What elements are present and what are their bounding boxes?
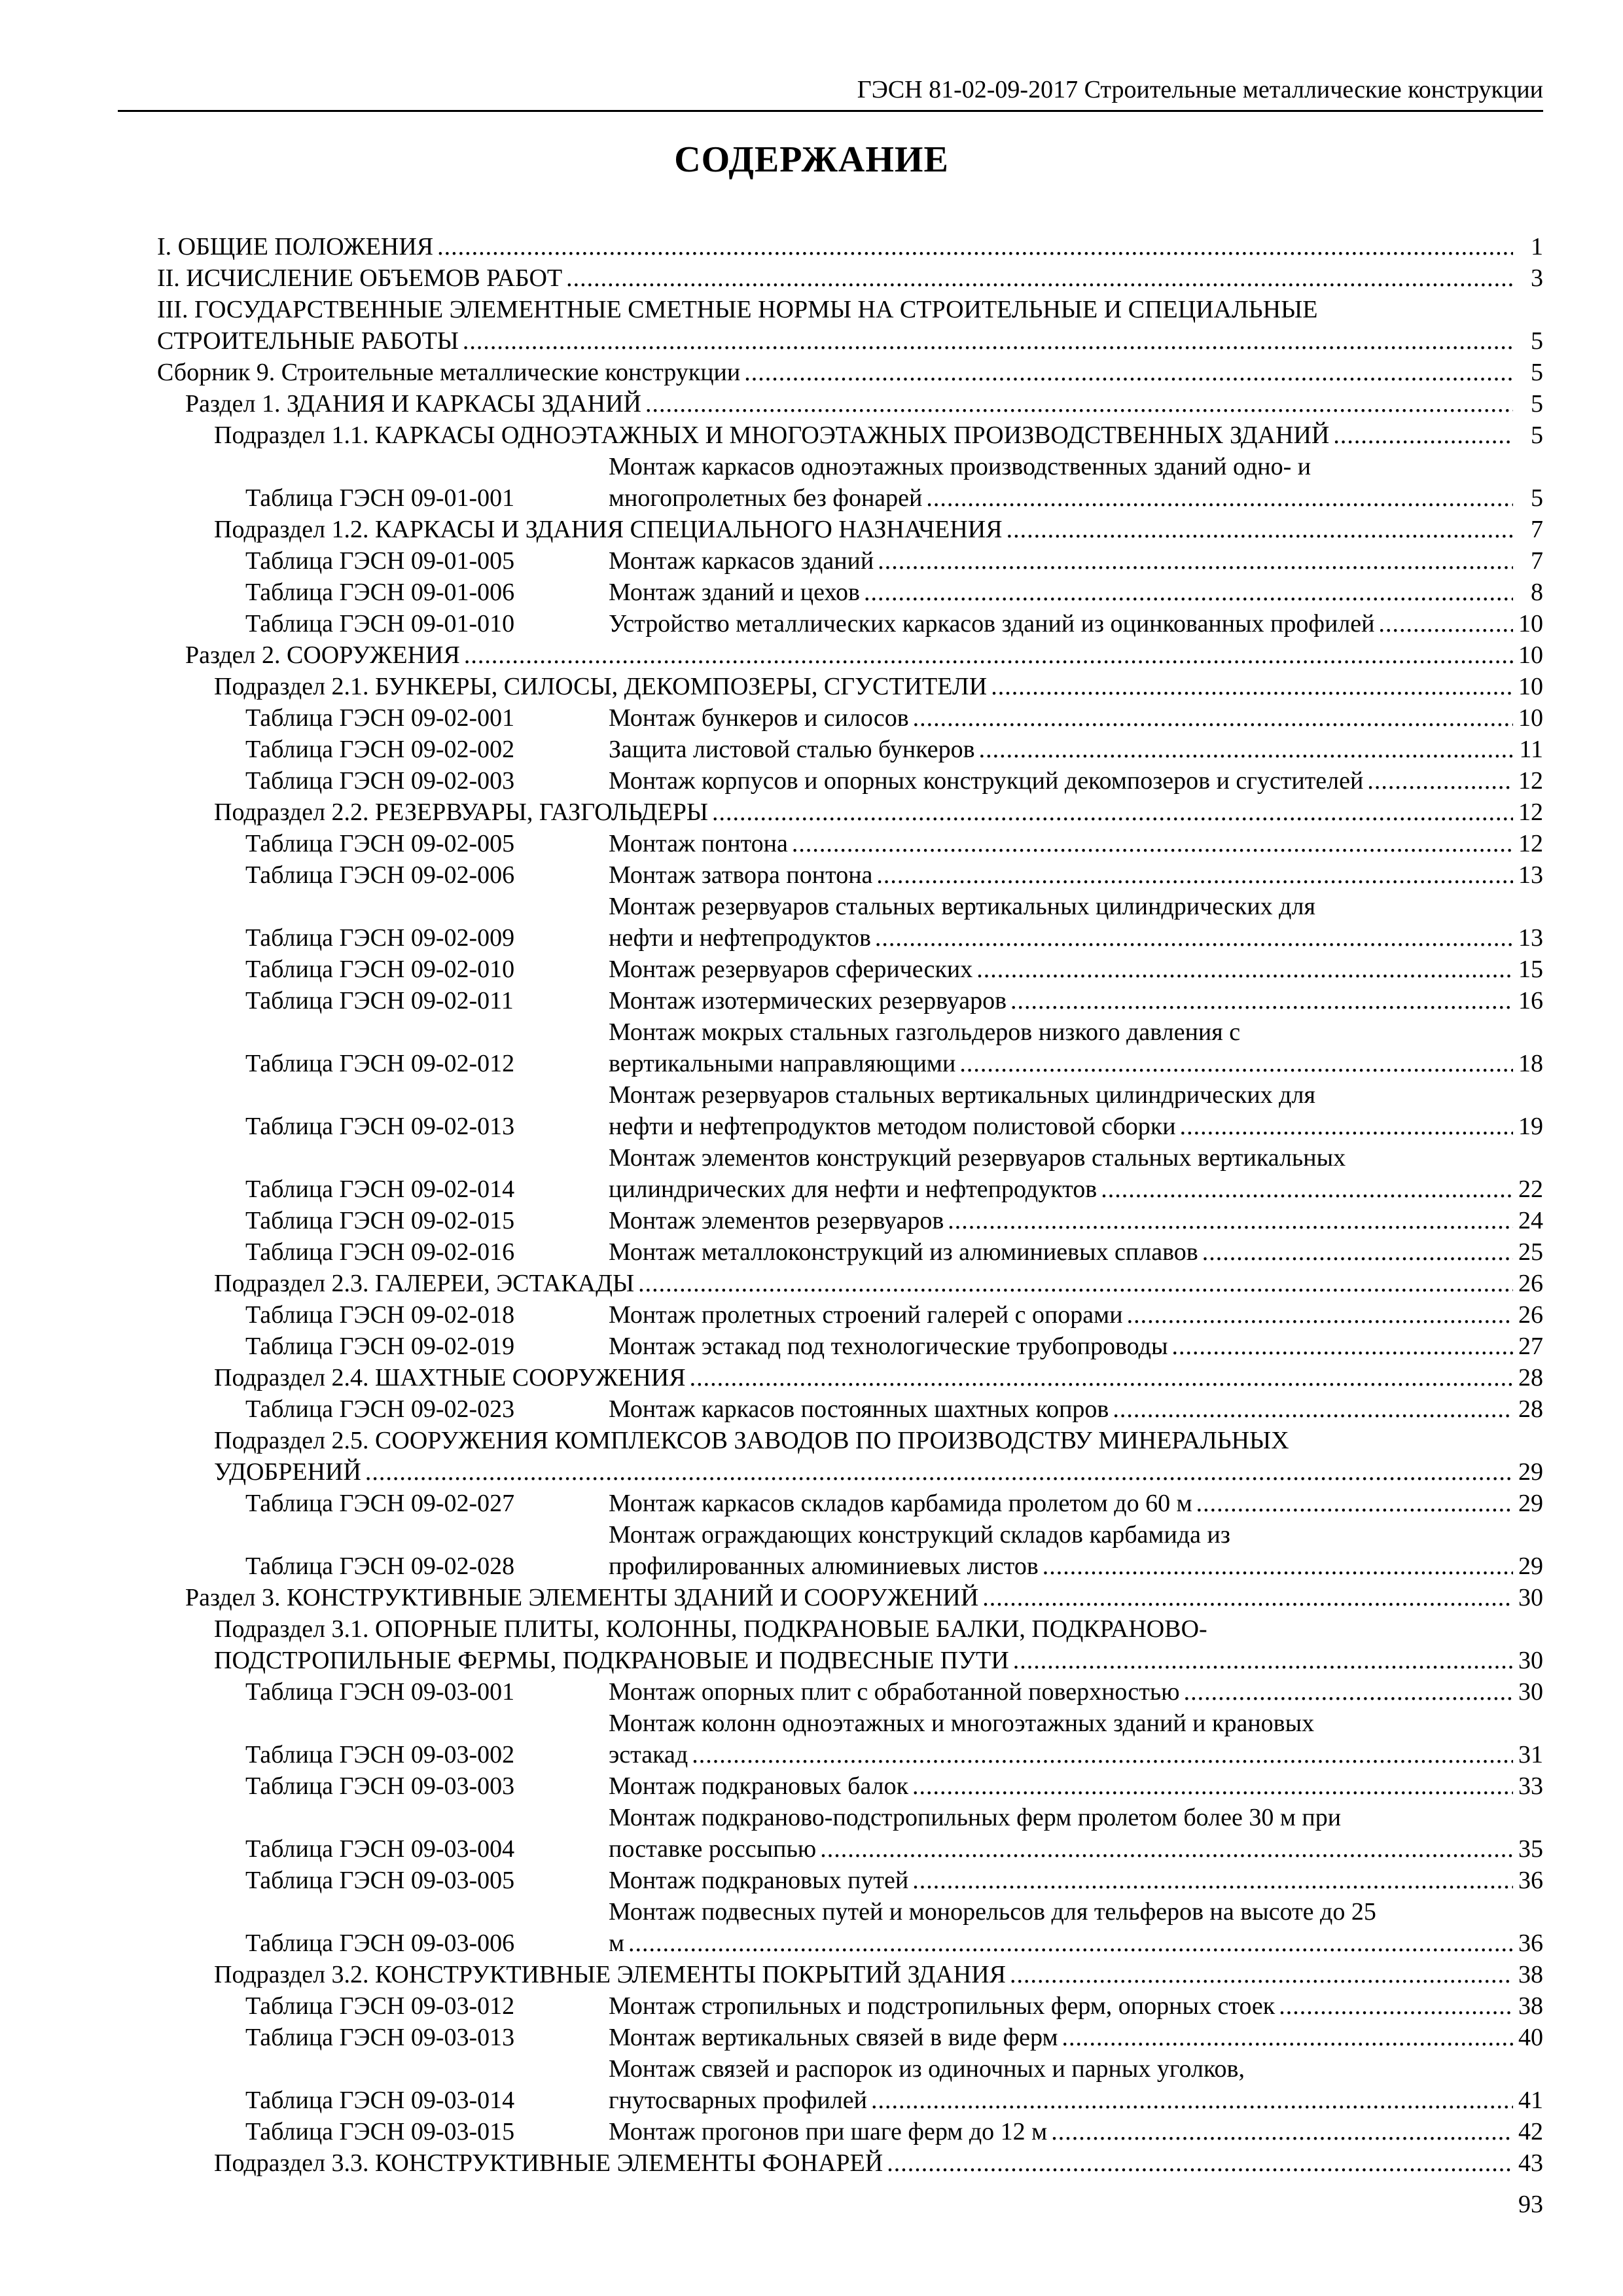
toc-entry-code: Таблица ГЭСН 09-02-003 [245,767,515,795]
toc-leader-dots [887,2147,1513,2179]
toc-entry-title: Монтаж резервуаров сферических [609,956,973,983]
page-title: СОДЕРЖАНИЕ [674,139,949,180]
toc-entry-title: Монтаж каркасов одноэтажных производственных зданий одно- и [609,453,1311,480]
toc-entry-page: 5 [1531,484,1543,512]
toc-entry[interactable] [157,1299,1543,1331]
toc-entry-title: Монтаж изотермических резервуаров [609,987,1007,1014]
toc-entry-page: 30 [1518,1647,1543,1674]
toc-entry-title-continued: УДОБРЕНИЙ [214,1458,361,1486]
table-of-contents [157,231,1543,2179]
toc-entry[interactable] [157,1236,1543,1268]
toc-entry-page: 16 [1518,987,1543,1014]
toc-entry-page: 7 [1531,516,1543,543]
toc-leader-dots [912,1770,1513,1802]
toc-leader-dots [792,828,1513,859]
toc-leader-dots [1010,1959,1513,1990]
toc-entry[interactable] [157,1676,1543,1708]
toc-entry-title: Подраздел 2.3. ГАЛЕРЕИ, ЭСТАКАДЫ [214,1270,635,1297]
toc-entry-title: Подраздел 1.1. КАРКАСЫ ОДНОЭТАЖНЫХ И МНОГОЭТАЖНЫХ ПРОИЗВОДСТВЕННЫХ ЗДАНИЙ [214,422,1330,449]
toc-leader-dots [912,1865,1513,1896]
toc-leader-dots [875,922,1513,954]
toc-entry-title-continued: цилиндрических для нефти и нефтепродуктов [609,1175,1097,1203]
toc-entry-page: 25 [1518,1238,1543,1266]
toc-entry[interactable] [157,1990,1543,2022]
toc-entry[interactable] [157,545,1543,577]
toc-entry[interactable] [157,388,1543,420]
toc-entry-title-continued: вертикальными направляющими [609,1050,956,1077]
toc-entry-page: 12 [1518,830,1543,857]
toc-leader-dots [991,671,1513,702]
toc-entry-code: Таблица ГЭСН 09-02-006 [245,861,515,889]
toc-entry-page: 5 [1531,422,1543,449]
toc-entry-title: Монтаж резервуаров стальных вертикальных цилиндрических для [609,893,1315,920]
toc-entry-code: Таблица ГЭСН 09-03-012 [245,1992,515,2020]
toc-entry-title: Монтаж каркасов постоянных шахтных копров [609,1395,1109,1423]
toc-entry-title-continued: ПОДСТРОПИЛЬНЫЕ ФЕРМЫ, ПОДКРАНОВЫЕ И ПОДВЕСНЫЕ ПУТИ [214,1647,1009,1674]
toc-entry-title: Монтаж мокрых стальных газгольдеров низкого давления с [609,1018,1241,1046]
toc-entry-page: 15 [1518,956,1543,983]
toc-entry-code: Таблица ГЭСН 09-02-023 [245,1395,515,1423]
toc-entry-page: 10 [1518,673,1543,700]
toc-entry-title: Монтаж прогонов при шаге ферм до 12 м [609,2118,1048,2145]
toc-entry-title: Монтаж зданий и цехов [609,579,860,606]
toc-leader-dots [1010,985,1513,1016]
toc-entry-code: Таблица ГЭСН 09-02-016 [245,1238,515,1266]
toc-entry-title: Монтаж эстакад под технологические трубопроводы [609,1333,1168,1360]
toc-entry-code: Таблица ГЭСН 09-02-028 [245,1552,515,1580]
toc-entry-title: Монтаж связей и распорок из одиночных и парных уголков, [609,2055,1245,2083]
toc-entry-page: 41 [1518,2087,1543,2114]
toc-entry-code: Таблица ГЭСН 09-02-005 [245,830,515,857]
toc-leader-dots [913,702,1513,734]
toc-leader-dots [690,1362,1513,1393]
toc-entry-title: Защита листовой сталью бункеров [609,736,975,763]
toc-leader-dots [1113,1393,1513,1425]
toc-entry[interactable] [157,828,1543,859]
toc-entry[interactable] [157,765,1543,797]
toc-entry-page: 7 [1531,547,1543,575]
toc-entry[interactable] [157,608,1543,639]
toc-entry[interactable] [157,1519,1543,1582]
toc-entry-code: Таблица ГЭСН 09-01-010 [245,610,515,637]
toc-entry[interactable] [157,1079,1543,1142]
toc-leader-dots [1043,1551,1513,1582]
toc-leader-dots [1062,2022,1513,2053]
toc-entry-page: 10 [1518,610,1543,637]
toc-entry-code: Таблица ГЭСН 09-03-004 [245,1835,515,1863]
toc-entry-page: 33 [1518,1772,1543,1800]
toc-entry[interactable] [157,1865,1543,1896]
toc-entry[interactable] [157,1016,1543,1079]
toc-entry-title: Монтаж ограждающих конструкций складов карбамида из [609,1521,1230,1549]
toc-entry-title: Монтаж подкраново-подстропильных ферм пролетом более 30 м при [609,1804,1342,1831]
toc-entry-page: 38 [1518,1992,1543,2020]
toc-entry-title-continued: м [609,1929,625,1957]
toc-entry-title-continued: СТРОИТЕЛЬНЫЕ РАБОТЫ [157,327,459,355]
toc-entry-page: 22 [1518,1175,1543,1203]
toc-leader-dots [645,388,1513,420]
toc-entry-title: Подраздел 3.2. КОНСТРУКТИВНЫЕ ЭЛЕМЕНТЫ ПОКРЫТИЙ ЗДАНИЯ [214,1961,1006,1988]
toc-entry-code: Таблица ГЭСН 09-02-011 [245,987,514,1014]
toc-entry-title: Подраздел 3.3. КОНСТРУКТИВНЫЕ ЭЛЕМЕНТЫ ФОНАРЕЙ [214,2149,883,2177]
toc-entry-title: Устройство металлических каркасов зданий из оцинкованных профилей [609,610,1375,637]
toc-entry-page: 26 [1518,1301,1543,1329]
running-header [118,73,1543,112]
toc-entry-title: Монтаж стропильных и подстропильных ферм, опорных стоек [609,1992,1275,2020]
toc-entry[interactable] [157,514,1543,545]
toc-entry-title: Монтаж каркасов зданий [609,547,874,575]
toc-entry-title: Монтаж затвора понтона [609,861,873,889]
toc-leader-dots [871,2085,1513,2116]
toc-entry-code: Таблица ГЭСН 09-02-013 [245,1113,515,1140]
toc-entry-title: Монтаж корпусов и опорных конструкций декомпозеров и сгустителей [609,767,1364,795]
toc-leader-dots [864,577,1513,608]
toc-entry[interactable] [157,577,1543,608]
toc-entry-title-continued: нефти и нефтепродуктов [609,924,871,952]
toc-entry-code: Таблица ГЭСН 09-03-006 [245,1929,515,1957]
toc-entry-code: Таблица ГЭСН 09-03-015 [245,2118,515,2145]
toc-entry-page: 8 [1531,579,1543,606]
toc-entry-page: 29 [1518,1458,1543,1486]
toc-entry-page: 10 [1518,704,1543,732]
toc-entry[interactable] [157,1613,1543,1676]
toc-entry-page: 3 [1531,264,1543,292]
toc-entry[interactable] [157,231,1543,262]
toc-entry-page: 5 [1531,327,1543,355]
toc-entry-page: 29 [1518,1490,1543,1517]
toc-entry-page: 18 [1518,1050,1543,1077]
toc-entry-title: Подраздел 2.5. СООРУЖЕНИЯ КОМПЛЕКСОВ ЗАВОДОВ ПО ПРОИЗВОДСТВУ МИНЕРАЛЬНЫХ [214,1427,1289,1454]
toc-entry-title: Монтаж элементов конструкций резервуаров стальных вертикальных [609,1144,1346,1172]
toc-entry[interactable] [157,1205,1543,1236]
toc-entry-page: 5 [1531,359,1543,386]
toc-entry-title-continued: эстакад [609,1741,688,1768]
toc-entry[interactable] [157,262,1543,294]
toc-entry-page: 31 [1518,1741,1543,1768]
toc-entry-page: 42 [1518,2118,1543,2145]
toc-entry[interactable] [157,2116,1543,2147]
toc-entry[interactable] [157,671,1543,702]
toc-entry-page: 13 [1518,924,1543,952]
toc-leader-dots [959,1048,1513,1079]
toc-entry-title: III. ГОСУДАРСТВЕННЫЕ ЭЛЕМЕНТНЫЕ СМЕТНЫЕ НОРМЫ НА СТРОИТЕЛЬНЫЕ И СПЕЦИАЛЬНЫЕ [157,296,1318,323]
toc-leader-dots [1367,765,1513,797]
toc-entry[interactable] [157,451,1543,514]
toc-entry-title: II. ИСЧИСЛЕНИЕ ОБЪЕМОВ РАБОТ [157,264,563,292]
toc-entry[interactable] [157,1959,1543,1990]
toc-entry-code: Таблица ГЭСН 09-02-002 [245,736,515,763]
toc-entry[interactable] [157,2022,1543,2053]
toc-entry-title: Подраздел 1.2. КАРКАСЫ И ЗДАНИЯ СПЕЦИАЛЬНОГО НАЗНАЧЕНИЯ [214,516,1003,543]
toc-entry-code: Таблица ГЭСН 09-02-019 [245,1333,515,1360]
toc-entry[interactable] [157,954,1543,985]
toc-entry-title: Монтаж подкрановых путей [609,1867,909,1894]
toc-entry-code: Таблица ГЭСН 09-02-018 [245,1301,515,1329]
toc-leader-dots [1101,1174,1513,1205]
toc-leader-dots [979,734,1513,765]
toc-entry-page: 5 [1531,390,1543,418]
toc-entry[interactable] [157,1393,1543,1425]
toc-entry-page: 28 [1518,1364,1543,1391]
toc-entry-title: Сборник 9. Строительные металлические конструкции [157,359,741,386]
toc-entry-title: Монтаж элементов резервуаров [609,1207,944,1234]
toc-leader-dots [1127,1299,1513,1331]
toc-entry-page: 36 [1518,1929,1543,1957]
toc-entry-title: Подраздел 2.2. РЕЗЕРВУАРЫ, ГАЗГОЛЬДЕРЫ [214,798,709,826]
toc-entry-title: Монтаж резервуаров стальных вертикальных цилиндрических для [609,1081,1315,1109]
toc-leader-dots [638,1268,1513,1299]
toc-leader-dots [437,231,1513,262]
toc-entry-title: Монтаж бункеров и силосов [609,704,909,732]
toc-entry-code: Таблица ГЭСН 09-01-001 [245,484,515,512]
toc-entry[interactable] [157,2147,1543,2179]
toc-leader-dots [692,1739,1513,1770]
toc-entry-title: Подраздел 2.4. ШАХТНЫЕ СООРУЖЕНИЯ [214,1364,686,1391]
toc-leader-dots [1051,2116,1513,2147]
toc-entry-title: Монтаж пролетных строений галерей с опорами [609,1301,1123,1329]
toc-entry[interactable] [157,1896,1543,1959]
toc-entry[interactable] [157,1362,1543,1393]
toc-leader-dots [1013,1645,1513,1676]
toc-entry-code: Таблица ГЭСН 09-02-012 [245,1050,515,1077]
toc-entry[interactable] [157,702,1543,734]
toc-entry-code: Таблица ГЭСН 09-02-027 [245,1490,515,1517]
toc-leader-dots [1202,1236,1513,1268]
toc-entry-title: Раздел 2. СООРУЖЕНИЯ [185,641,460,669]
toc-leader-dots [976,954,1513,985]
toc-entry-code: Таблица ГЭСН 09-03-005 [245,1867,515,1894]
toc-leader-dots [1007,514,1513,545]
toc-entry-page: 29 [1518,1552,1543,1580]
toc-entry-title: Монтаж каркасов складов карбамида пролетом до 60 м [609,1490,1192,1517]
toc-entry-title: Монтаж металлоконструкций из алюминиевых сплавов [609,1238,1198,1266]
toc-entry-page: 1 [1531,233,1543,260]
toc-entry-title-continued: гнутосварных профилей [609,2087,867,2114]
toc-entry-code: Таблица ГЭСН 09-01-006 [245,579,515,606]
toc-entry-page: 12 [1518,798,1543,826]
toc-entry[interactable] [157,1488,1543,1519]
toc-leader-dots [982,1582,1513,1613]
toc-entry-code: Таблица ГЭСН 09-02-009 [245,924,515,952]
toc-entry-page: 40 [1518,2024,1543,2051]
toc-entry-title-continued: многопролетных без фонарей [609,484,923,512]
toc-entry-title: Монтаж подвесных путей и монорельсов для тельферов на высоте до 25 [609,1898,1376,1926]
toc-entry-page: 24 [1518,1207,1543,1234]
toc-entry-page: 35 [1518,1835,1543,1863]
toc-entry[interactable] [157,1708,1543,1770]
toc-entry[interactable] [157,985,1543,1016]
toc-leader-dots [876,859,1513,891]
toc-entry[interactable] [157,420,1543,451]
toc-entry-title: Монтаж подкрановых балок [609,1772,909,1800]
toc-entry-code: Таблица ГЭСН 09-03-002 [245,1741,515,1768]
toc-entry-page: 30 [1518,1584,1543,1611]
toc-entry[interactable] [157,1802,1543,1865]
toc-entry-page: 27 [1518,1333,1543,1360]
toc-entry[interactable] [157,1770,1543,1802]
toc-entry[interactable] [157,294,1543,357]
toc-entry-page: 12 [1518,767,1543,795]
toc-entry-title: Раздел 1. ЗДАНИЯ И КАРКАСЫ ЗДАНИЙ [185,390,641,418]
toc-entry-page: 10 [1518,641,1543,669]
toc-leader-dots [1279,1990,1513,2022]
toc-entry-page: 43 [1518,2149,1543,2177]
toc-leader-dots [1196,1488,1513,1519]
toc-entry[interactable] [157,1425,1543,1488]
toc-leader-dots [628,1928,1513,1959]
toc-entry-page: 28 [1518,1395,1543,1423]
toc-entry-code: Таблица ГЭСН 09-03-013 [245,2024,515,2051]
toc-entry[interactable] [157,2053,1543,2116]
toc-leader-dots [365,1456,1513,1488]
toc-leader-dots [926,482,1513,514]
toc-entry-title: Монтаж понтона [609,830,788,857]
toc-entry-title: Подраздел 3.1. ОПОРНЫЕ ПЛИТЫ, КОЛОННЫ, ПОДКРАНОВЫЕ БАЛКИ, ПОДКРАНОВО- [214,1615,1207,1643]
toc-leader-dots [1180,1111,1513,1142]
toc-entry-page: 38 [1518,1961,1543,1988]
toc-entry[interactable] [157,357,1543,388]
toc-entry-title-continued: профилированных алюминиевых листов [609,1552,1039,1580]
toc-entry-code: Таблица ГЭСН 09-03-014 [245,2087,515,2114]
toc-entry[interactable] [157,891,1543,954]
toc-leader-dots [1184,1676,1513,1708]
toc-leader-dots [1333,420,1513,451]
toc-entry-code: Таблица ГЭСН 09-02-001 [245,704,515,732]
toc-entry-code: Таблица ГЭСН 09-03-003 [245,1772,515,1800]
page-number: 93 [1518,2191,1543,2218]
toc-entry-title-continued: поставке россыпью [609,1835,817,1863]
running-header-text: ГЭСН 81-02-09-2017 Строительные металлические конструкции [857,76,1543,103]
toc-leader-dots [1171,1331,1513,1362]
toc-leader-dots [820,1833,1513,1865]
toc-entry-page: 30 [1518,1678,1543,1706]
toc-entry-code: Таблица ГЭСН 09-01-005 [245,547,515,575]
toc-entry-code: Таблица ГЭСН 09-02-015 [245,1207,515,1234]
toc-entry-title: Монтаж вертикальных связей в виде ферм [609,2024,1058,2051]
toc-leader-dots [878,545,1513,577]
toc-entry[interactable] [157,1582,1543,1613]
toc-entry[interactable] [157,639,1543,671]
toc-entry[interactable] [157,797,1543,828]
toc-entry-title: I. ОБЩИЕ ПОЛОЖЕНИЯ [157,233,434,260]
toc-entry[interactable] [157,1142,1543,1205]
toc-leader-dots [712,797,1513,828]
toc-entry-title: Монтаж опорных плит с обработанной поверхностью [609,1678,1180,1706]
toc-entry-page: 36 [1518,1867,1543,1894]
toc-entry[interactable] [157,734,1543,765]
toc-entry[interactable] [157,1331,1543,1362]
toc-entry-title: Подраздел 2.1. БУНКЕРЫ, СИЛОСЫ, ДЕКОМПОЗЕРЫ, СГУСТИТЕЛИ [214,673,988,700]
toc-leader-dots [744,357,1513,388]
toc-leader-dots [1379,608,1513,639]
toc-entry-page: 19 [1518,1113,1543,1140]
toc-entry-title-continued: нефти и нефтепродуктов методом полистовой сборки [609,1113,1176,1140]
toc-leader-dots [464,639,1513,671]
toc-entry-title: Монтаж колонн одноэтажных и многоэтажных зданий и крановых [609,1710,1315,1737]
toc-entry-page: 11 [1519,736,1543,763]
toc-entry-code: Таблица ГЭСН 09-02-014 [245,1175,515,1203]
toc-leader-dots [948,1205,1513,1236]
toc-leader-dots [463,325,1513,357]
toc-entry-title: Раздел 3. КОНСТРУКТИВНЫЕ ЭЛЕМЕНТЫ ЗДАНИЙ И СООРУЖЕНИЙ [185,1584,979,1611]
toc-entry[interactable] [157,859,1543,891]
toc-entry-page: 26 [1518,1270,1543,1297]
toc-entry-code: Таблица ГЭСН 09-02-010 [245,956,515,983]
toc-entry[interactable] [157,1268,1543,1299]
toc-entry-code: Таблица ГЭСН 09-03-001 [245,1678,515,1706]
toc-entry-page: 13 [1518,861,1543,889]
toc-leader-dots [566,262,1513,294]
